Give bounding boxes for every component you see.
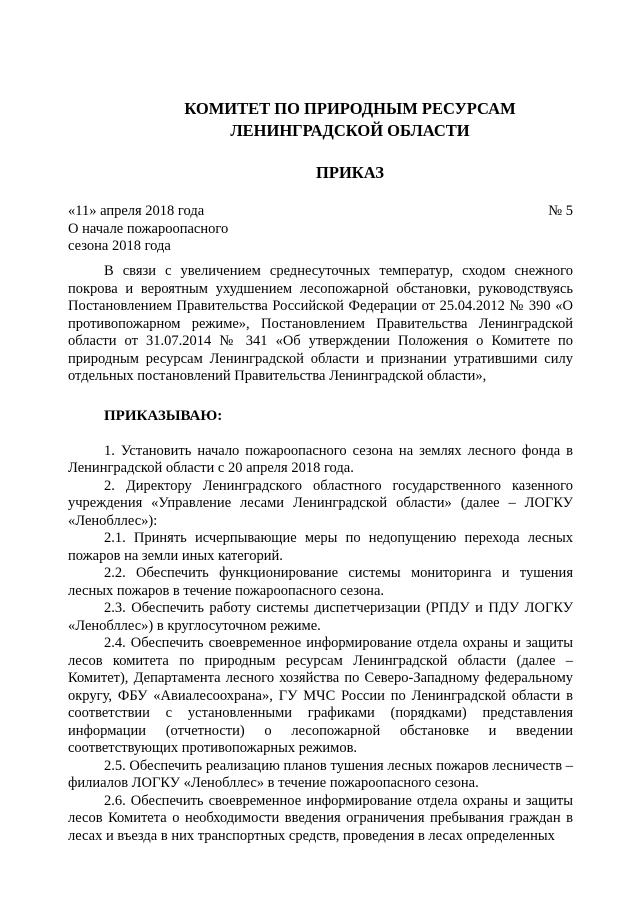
order-item: 2.3. Обеспечить работу системы диспетчеризации (РПДУ и ПДУ ЛОГКУ «Ленобллес») в круглосуточном режиме.: [68, 600, 573, 634]
document-date: «11» апреля 2018 года: [68, 203, 205, 219]
subject-line-2: сезона 2018 года: [68, 238, 171, 254]
order-item: 2.4. Обеспечить своевременное информирование отдела охраны и защиты лесов комитета по природным ресурсам Ленинградской области (далее – Комитет), Департамента лесного хозяйства по Северо-Западному федеральному округу, ФБУ «Авиалесоохрана», ГУ МЧС России по Ленинградской области в соответствии с установленными графиками (порядками) представления информации (отчетности) о лесопожарной обстановке и введении соответствующих противопожарных режимов.: [68, 635, 573, 756]
order-item: 2.1. Принять исчерпывающие меры по недопущению перехода лесных пожаров на земли иных категорий.: [68, 530, 573, 564]
subject-line-1: О начале пожароопасного: [68, 220, 229, 237]
order-heading: ПРИКАЗЫВАЮ:: [104, 407, 223, 424]
organization-name: [60, 98, 640, 142]
org-line-2: ЛЕНИНГРАДСКОЙ ОБЛАСТИ: [230, 121, 470, 140]
order-item: 2.2. Обеспечить функционирование системы мониторинга и тушения лесных пожаров в течение пожароопасного сезона.: [68, 565, 573, 599]
order-item: 1. Установить начало пожароопасного сезона на землях лесного фонда в Ленинградской области с 20 апреля 2018 года.: [68, 442, 573, 476]
org-line-1: КОМИТЕТ ПО ПРИРОДНЫМ РЕСУРСАМ: [184, 99, 516, 118]
order-item: 2. Директору Ленинградского областного государственного казенного учреждения «Управление лесами Ленинградской области» (далее – ЛОГКУ «Ленобллес»):: [68, 477, 573, 529]
order-item: 2.5. Обеспечить реализацию планов тушения лесных пожаров лесничеств – филиалов ЛОГКУ «Ленобллес» в течение пожароопасного сезона.: [68, 757, 573, 791]
document-type: ПРИКАЗ: [316, 163, 384, 182]
date-number-row: [68, 203, 573, 221]
document-number: № 5: [548, 203, 573, 219]
document-body: [68, 263, 573, 845]
preamble-paragraph: В связи с увеличением среднесуточных температур, сходом снежного покрова и вероятным ухудшением лесопожарной обстановки, руководствуясь Постановлением Правительства Российской Федерации от 25.04.2012 № 390 «О противопожарном режиме», Постановлением Правительства Ленинградской области от 31.07.2014 № 341 «Об утверждении Положения о Комитете по природным ресурсам Ленинградской области и признании утратившими силу отдельных постановлений Правительства Ленинградской области»,: [68, 263, 573, 384]
order-item: 2.6. Обеспечить своевременное информирование отдела охраны и защиты лесов Комитета о необходимости введения ограничения пребывания граждан в лесах и въезда в них транспортных средств, проведения в лесах определенных: [68, 792, 573, 844]
document-meta: [68, 203, 573, 256]
